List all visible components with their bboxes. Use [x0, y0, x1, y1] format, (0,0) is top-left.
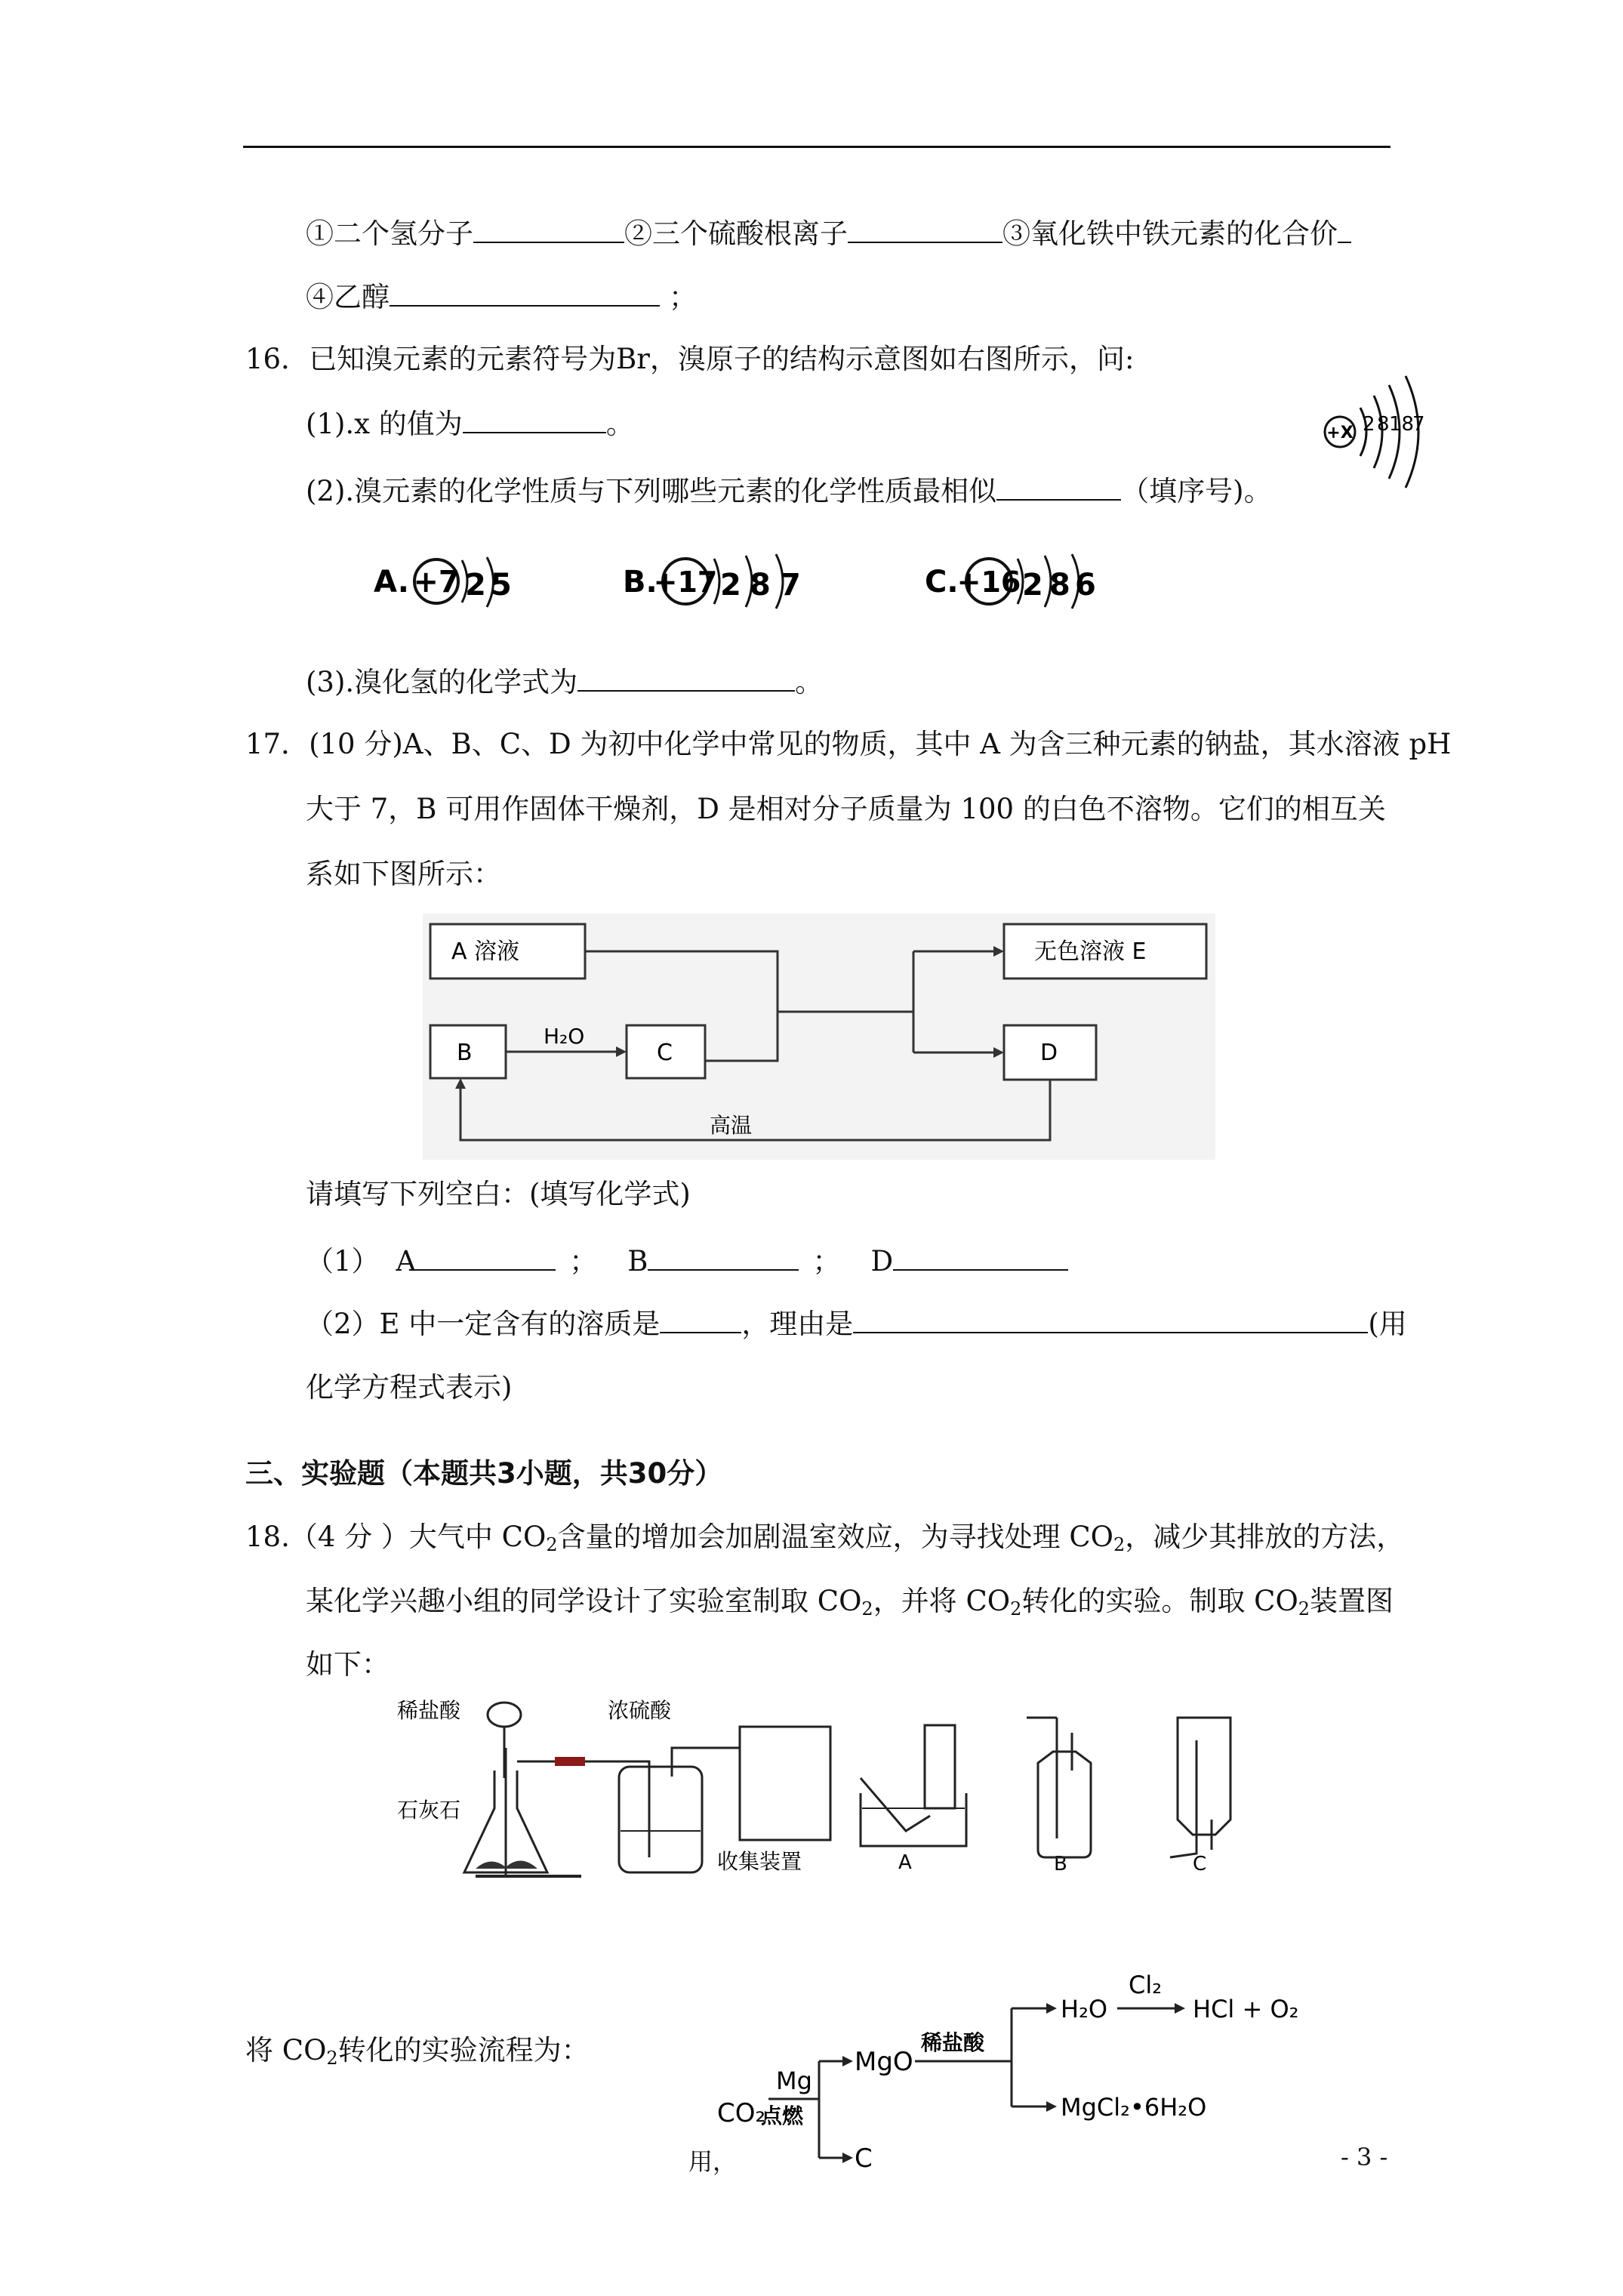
footer-stub: 用， [688, 2147, 738, 2176]
flow-mgcl2: MgCl₂•6H₂O [1061, 2093, 1207, 2122]
q15-blank4[interactable] [390, 278, 660, 307]
br-shell-2: 8 [1377, 413, 1390, 436]
flow-arrowhead-c [842, 2153, 853, 2163]
q16-part3 [306, 663, 823, 701]
q15-end: ； [669, 281, 697, 313]
q17-box-b-label: B [457, 1040, 473, 1066]
q17-flow-diagram [423, 914, 1215, 1160]
q16-blank-similar[interactable] [996, 472, 1121, 501]
flow-h2o: H₂O [1061, 1995, 1108, 2023]
q18-line2-c: 转化的实验。制取 CO [1021, 1585, 1298, 1617]
br-nucleus: +X [1326, 424, 1354, 442]
flow-c: C [855, 2143, 873, 2174]
flow-arrowhead-products [1175, 2003, 1185, 2014]
q17-blank-d[interactable] [893, 1242, 1068, 1271]
inlet-tube [619, 1761, 649, 1857]
q18-apparatus-diagram [393, 1687, 1321, 1891]
page-number: - 3 - [1341, 2143, 1388, 2171]
inverted-cylinder [925, 1725, 955, 1808]
label-conc-h2so4: 浓硫酸 [608, 1698, 672, 1723]
option-b-nucleus: +17 [653, 566, 718, 599]
q18-line2-d: 装置图 [1310, 1585, 1394, 1617]
flow-cl2: Cl₂ [1129, 1971, 1163, 1999]
q17-box-d-label: D [1040, 1040, 1058, 1066]
br-shell-4: 7 [1412, 413, 1425, 436]
option-c[interactable] [925, 554, 1096, 609]
q16-blank-hbr[interactable] [577, 663, 795, 692]
label-c: C [1193, 1853, 1207, 1875]
q16-blank-x[interactable] [463, 405, 606, 433]
q16-part3-suffix: 。 [795, 666, 824, 698]
flow-arrowhead-mgo [842, 2056, 853, 2066]
water-trough [861, 1793, 966, 1846]
flow-ignite: 点燃 [761, 2103, 804, 2128]
br-shell-1: 2 [1363, 413, 1375, 436]
q17-part1-d: D [870, 1245, 894, 1277]
flow-products: HCl + O₂ [1193, 1995, 1299, 2023]
flow-dilute-hcl: 稀盐酸 [921, 2030, 985, 2055]
q16-part1 [306, 405, 634, 442]
q16-stem: 16．已知溴元素的元素符号为Br，溴原子的结构示意图如右图所示，问: [245, 343, 1135, 375]
label-b: B [1054, 1853, 1067, 1875]
flow-mgo: MgO [855, 2047, 913, 2077]
q17-sep1: ； [569, 1245, 598, 1277]
flow-arrowhead-h2o [1046, 2003, 1057, 2014]
q17-box-c-label: C [657, 1040, 673, 1066]
q15-item4: ④乙醇 [306, 281, 390, 313]
q17-part2-suffix: (用 [1368, 1308, 1407, 1340]
q17-blank-b[interactable] [648, 1242, 799, 1271]
q17-part2-line2: 化学方程式表示) [306, 1371, 513, 1404]
flow-mg: Mg [776, 2066, 812, 2095]
q16-part1-prefix: (1).x 的值为 [306, 408, 463, 440]
q15-item1: ①二个氢分子 [306, 217, 473, 250]
option-c-shell-1: 2 [1022, 568, 1043, 603]
wash-bottle [619, 1767, 702, 1872]
option-a-shell-1: 2 [465, 568, 486, 603]
q16-part2-prefix: (2).溴元素的化学性质与下列哪些元素的化学性质最相似 [306, 475, 997, 507]
q15-blank3[interactable] [1338, 214, 1351, 243]
q18-line1-c: ，减少其排放的方法， [1125, 1521, 1405, 1553]
option-a[interactable] [374, 557, 512, 607]
q17-blank-reason[interactable] [853, 1305, 1368, 1333]
q17-stem-line1: 17．(10 分)A、B、C、D 为初中化学中常见的物质，其中 A 为含三种元素的钠盐，其水溶液 pH [245, 728, 1452, 760]
q17-part1-a: A [396, 1245, 417, 1277]
rubber-connector [555, 1757, 585, 1766]
option-b-label: B. [623, 565, 658, 599]
bottle-b [1038, 1752, 1091, 1857]
label-collection: 收集装置 [717, 1849, 802, 1874]
q15-line2 [306, 278, 697, 316]
q18-line3: 如下： [306, 1648, 390, 1681]
q17-box-e-label: 无色溶液 E [1034, 938, 1147, 965]
q18-line1 [245, 1519, 1404, 1563]
label-limestone: 石灰石 [397, 1798, 461, 1823]
q17-arrow-bc-label: H₂O [544, 1024, 585, 1049]
q17-part1-num: （1） [306, 1245, 380, 1277]
option-a-nucleus: +7 [413, 565, 460, 599]
q18-line1-b: 含量的增加会加剧温室效应，为寻找处理 CO [557, 1521, 1113, 1553]
flow-co2: CO₂ [717, 2098, 766, 2128]
q18-flow-intro-a: 将 CO [245, 2034, 327, 2066]
option-c-shell-2: 8 [1049, 568, 1070, 603]
q17-stem-line2: 大于 7，B 可用作固体干燥剂，D 是相对分子质量为 100 的白色不溶物。它们的相互关 [306, 793, 1386, 825]
q17-box-a-label: A 溶液 [451, 938, 520, 965]
option-b-shell-3: 7 [780, 568, 801, 603]
label-dilute-hcl: 稀盐酸 [397, 1698, 461, 1723]
separatory-funnel [488, 1703, 521, 1727]
option-b-shell-2: 8 [750, 568, 771, 603]
q18-flow-intro-b: 转化的实验流程为： [337, 2034, 590, 2066]
option-a-shell-2: 5 [491, 568, 512, 603]
header-rule [243, 146, 1390, 148]
section3-heading: 三、实验题（本题共3小题，共30分） [245, 1457, 723, 1490]
q17-part2-prefix: （2）E 中一定含有的溶质是 [306, 1308, 661, 1340]
co2-subscript: 2 [326, 2048, 338, 2069]
q18-line1-a: 18.（4 分 ）大气中 CO [245, 1521, 547, 1553]
q17-blank-a[interactable] [416, 1242, 556, 1271]
q15-blank2[interactable] [848, 214, 1002, 243]
q17-part2-middle: ，理由是 [741, 1308, 854, 1340]
q18-line2 [306, 1583, 1394, 1627]
q18-line2-b: ，并将 CO [873, 1585, 1011, 1617]
option-c-label: C. [925, 565, 959, 599]
option-a-label: A. [374, 565, 409, 599]
q18-flow-intro [245, 2032, 590, 2076]
label-a: A [898, 1851, 912, 1874]
q17-part1 [306, 1242, 1068, 1280]
co2-subscript: 2 [861, 1598, 873, 1620]
q16-part1-suffix: 。 [605, 408, 634, 440]
a-delivery-tube [861, 1778, 930, 1831]
q18-line2-a: 某化学兴趣小组的同学设计了实验室制取 CO [306, 1585, 862, 1617]
br-shell-3: 18 [1389, 413, 1415, 436]
q17-part2 [306, 1305, 1407, 1342]
q18-conversion-flow [710, 1963, 1329, 2190]
outlet-tube [672, 1748, 740, 1777]
q17-part1-b: B [627, 1245, 648, 1277]
c-tube-long [1170, 1740, 1196, 1857]
q16-part2-suffix: （填序号)。 [1121, 475, 1272, 507]
q17-blank-solute[interactable] [660, 1305, 741, 1333]
q17-arrow-db-label: 高温 [710, 1113, 753, 1138]
option-b-shell-1: 2 [720, 568, 741, 603]
q16-part3-prefix: (3).溴化氢的化学式为 [306, 666, 578, 698]
co2-subscript: 2 [546, 1534, 558, 1555]
bottle-c [1178, 1718, 1230, 1835]
co2-subscript: 2 [1010, 1598, 1022, 1620]
br-atom-diagram [1313, 368, 1442, 497]
q16-part2 [306, 472, 1272, 510]
q17-sep2: ； [812, 1245, 841, 1277]
flow-arrowhead-mgcl2 [1046, 2101, 1057, 2112]
co2-subscript: 2 [1298, 1598, 1310, 1620]
co2-subscript: 2 [1113, 1534, 1126, 1555]
q17-prompt: 请填写下列空白：(填写化学式) [306, 1178, 691, 1210]
q15-item3: ③氧化铁中铁元素的化合价 [1002, 217, 1338, 250]
option-b[interactable] [623, 554, 801, 609]
q15-blank1[interactable] [473, 214, 624, 243]
q17-stem-line3: 系如下图所示： [306, 858, 501, 890]
collection-box [740, 1727, 830, 1840]
q16-options [362, 538, 1193, 628]
option-c-shell-3: 6 [1075, 568, 1096, 603]
q15-item2: ②三个硫酸根离子 [624, 217, 848, 250]
q15-line1 [306, 214, 1351, 252]
option-c-nucleus: +16 [956, 566, 1021, 599]
